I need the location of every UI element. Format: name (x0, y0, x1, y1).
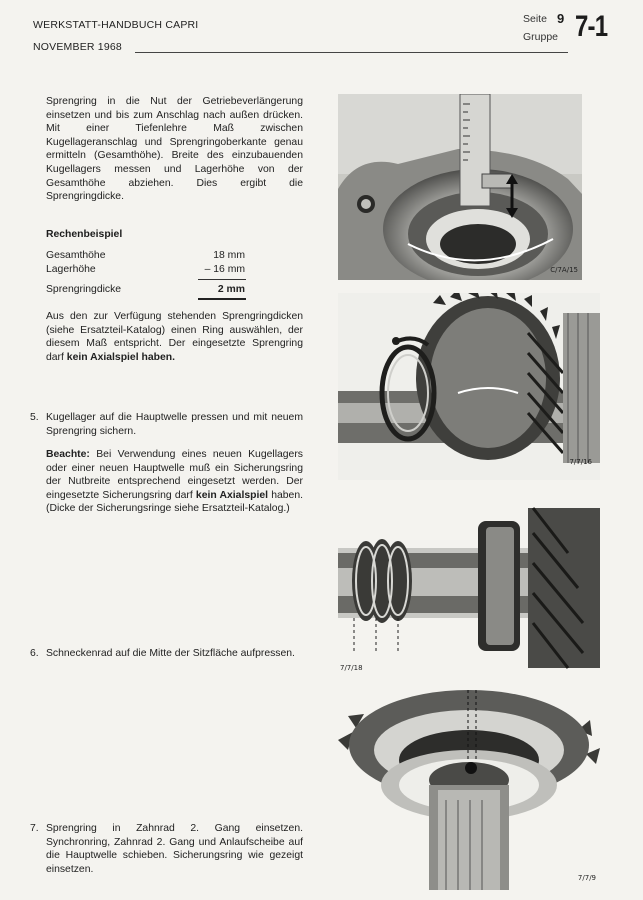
selection-text: Aus den zur Verfügung stehenden Sprengringdicken (siehe Ersatzteil-Katalog) einen Ring auswählen, der diesem Maß entspricht. Der eingesetzte Sprengring darf (46, 311, 303, 363)
group-label: Gruppe (523, 31, 559, 43)
step-6-text: Schneckenrad auf die Mitte der Sitzfläche aufpressen. (46, 648, 295, 659)
group-number: 7-1 (575, 10, 608, 43)
note-bold: kein Axialspiel (195, 489, 269, 501)
photo-worm-gear (338, 493, 600, 680)
note-text-1: Bei Verwendung eines neuen Kugellagers oder einer neuen Hauptwelle muß ein Sicherungsring der Nutbreite entsprechend eingesetzt werden. Der eingesetzte Sicherungsring darf (46, 449, 303, 501)
calc-value-total: 18 mm (213, 250, 245, 261)
photo-3-caption: 7/7/18 (340, 664, 363, 672)
photo-4-caption: 7/7/9 (577, 874, 596, 882)
page-label: Seite (523, 13, 547, 25)
note-label: Beachte: (46, 449, 90, 460)
step-5-note (46, 448, 303, 516)
step-5-number: 5. (30, 412, 39, 423)
calc-sum-rule (198, 279, 246, 280)
note-text-2: haben. (Dicke der Sicherungsringe siehe Ersatzteil-Katalog.) (46, 489, 303, 515)
calc-value-bearing: – 16 mm (204, 264, 245, 275)
manual-title: WERKSTATT-HANDBUCH CAPRI (33, 19, 199, 31)
calc-label-bearing: Lagerhöhe (46, 264, 96, 275)
manual-date: NOVEMBER 1968 (33, 41, 122, 53)
photo-gear-snap-ring (338, 293, 600, 480)
step-7-number: 7. (30, 823, 39, 834)
calc-heading: Rechenbeispiel (46, 229, 123, 240)
selection-paragraph (46, 310, 303, 364)
calc-value-ring: 2 mm (217, 284, 245, 295)
calc-label-ring: Sprengringdicke (46, 284, 122, 295)
step-6-number: 6. (30, 648, 39, 659)
calc-label-total: Gesamthöhe (46, 250, 106, 261)
photo-depth-gauge (338, 94, 582, 280)
selection-bold: kein Axialspiel haben. (66, 351, 175, 363)
page-number: 9 (557, 11, 565, 26)
photo-2-caption: 7/7/16 (569, 458, 592, 466)
header-rule (135, 52, 568, 53)
photo-synchro-ring (338, 690, 600, 890)
calc-result-rule (198, 298, 246, 300)
step-7-text: Sprengring in Zahnrad 2. Gang einsetzen. Synchronring, Zahnrad 2. Gang und Anlaufscheibe auf die Hauptwelle schieben. Sicherungsring wie gezeigt einsetzen. (46, 823, 303, 875)
intro-paragraph: Sprengring in die Nut der Getriebeverlängerung einsetzen und bis zum Anschlag nach außen drücken. Mit einer Tiefenlehre Maß zwischen Kugellageranschlag und Sprengringoberkante genau ermitteln (Gesamthöhe). Breite des einzubauenden Kugellagers messen und Lagerhöhe von der Gesamthöhe abziehen. Dies ergibt die Sprengringdicke. (46, 96, 303, 203)
step-5-text: Kugellager auf die Hauptwelle pressen und mit neuem Sprengring sichern. (46, 412, 303, 437)
photo-1-caption: C/7A/15 (550, 266, 578, 274)
